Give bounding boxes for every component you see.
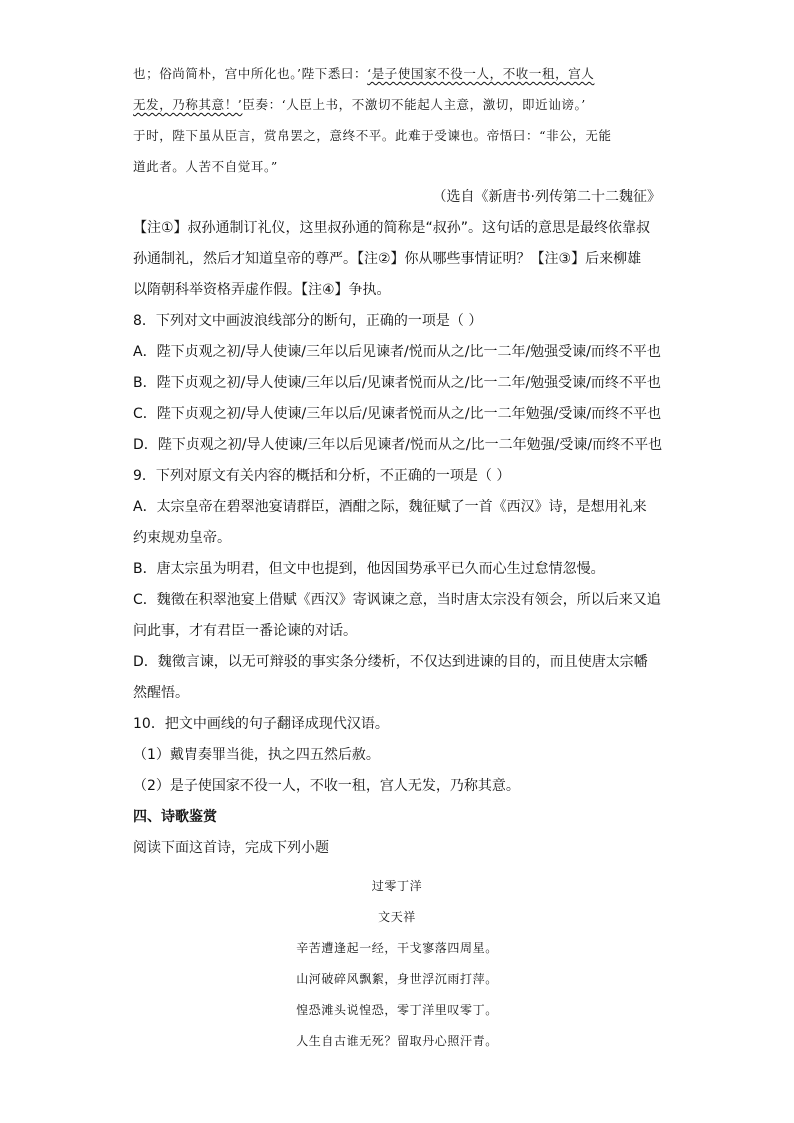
passage-text: 也；俗尚简朴，宫中所化也。’陛下悉曰： — [133, 66, 368, 81]
question-9-line: A．太宗皇帝在碧翠池宴请群臣，酒酣之际，魏征赋了一首《西汉》诗，是想用礼来 — [133, 499, 647, 515]
poem-line: 辛苦遭逢起一经，干戈寥落四周星。 — [296, 941, 498, 955]
question-10-stem: 10．把文中画线的句子翻译成现代汉语。 — [133, 716, 389, 732]
passage-line-1 — [133, 58, 661, 89]
question-8-option-b: B．陛下贞观之初/导人使谏/三年以后/见谏者悦而从之/比一二年/勉强受谏/而终不平也 — [133, 375, 661, 391]
page-content — [133, 58, 661, 1057]
poem-line: 山河破碎风飘絮，身世浮沉雨打萍。 — [296, 972, 498, 986]
wavy-underlined-text: ‘是子使国家不役一人，不收一租，宫人 — [367, 66, 595, 81]
passage-text: 臣奏：‘人臣上书，不激切不能起人主意，激切，即近讪谤。’ — [242, 97, 586, 112]
question-9-line: B．唐太宗虽为明君，但文中也提到，他因国势承平已久而心生过怠情忽慢。 — [133, 561, 605, 577]
section-intro: 阅读下面这首诗，完成下列小题 — [133, 840, 329, 856]
question-8-option-d: D．陛下贞观之初/导人使谏/三年以后见谏者/悦而从之/比一二年勉强/受谏/而终不平也 — [133, 437, 663, 453]
question-10-item-1: （1）戴胄奏罪当徙，执之四五然后赦。 — [133, 747, 380, 763]
wavy-underlined-text: 无发，乃称其意！’ — [133, 97, 243, 112]
question-9-line: 然醒悟。 — [133, 685, 189, 701]
question-9-line: C．魏徵在积翠池宴上借赋《西汉》寄讽谏之意，当时唐太宗没有领会，所以后来又追 — [133, 592, 661, 608]
poem-title: 过零丁洋 — [371, 879, 423, 893]
question-8-stem: 8．下列对文中画波浪线部分的断句，正确的一项是（ ） — [133, 313, 483, 329]
passage-line-4: 道此者。人苦不自觉耳。” — [133, 159, 278, 174]
note-line: 以隋朝科举资格弄虚作假。【注④】争执。 — [133, 282, 391, 298]
poem-author: 文天祥 — [378, 910, 416, 924]
question-9-stem: 9．下列对原文有关内容的概括和分析，不正确的一项是（ ） — [133, 468, 511, 484]
question-8-option-a: A．陛下贞观之初/导人使谏/三年以后见谏者/悦而从之/比一二年/勉强受谏/而终不平也 — [133, 344, 661, 360]
section-heading: 四、诗歌鉴赏 — [133, 809, 217, 825]
passage-line-3: 于时，陛下虽从臣言，赏帛罢之，意终不平。此难于受谏也。帝悟曰：“非公，无能 — [133, 128, 612, 143]
question-9-line: 约束规劝皇帝。 — [133, 530, 231, 546]
note-line: 【注①】叔孙通制订礼仪，这里叔孙通的简称是“叔孙”。这句话的意思是最终依靠叔 — [133, 220, 651, 236]
question-9-line: D．魏徵言谏，以无可辩驳的事实条分缕析，不仅达到进谏的目的，而且使唐太宗幡 — [133, 654, 648, 670]
poem-line: 惶恐滩头说惶恐，零丁洋里叹零丁。 — [296, 1003, 498, 1017]
question-8-option-c: C．陛下贞观之初/导人使谏/三年以后/见谏者悦而从之/比一二年勉强/受谏/而终不平也 — [133, 406, 662, 422]
poem-line: 人生自古谁无死？留取丹心照汗青。 — [296, 1034, 498, 1048]
note-line: 孙通制礼，然后才知道皇帝的尊严。【注②】你从哪些事情证明？【注③】后来柳雄 — [133, 251, 642, 267]
question-9-line: 问此事，才有君臣一番论谏的对话。 — [133, 623, 357, 639]
passage-source: （选自《新唐书·列传第二十二魏征》 — [432, 189, 661, 205]
question-10-item-2: （2）是子使国家不役一人，不收一租，宫人无发，乃称其意。 — [133, 778, 520, 794]
passage-line-2 — [133, 89, 661, 120]
